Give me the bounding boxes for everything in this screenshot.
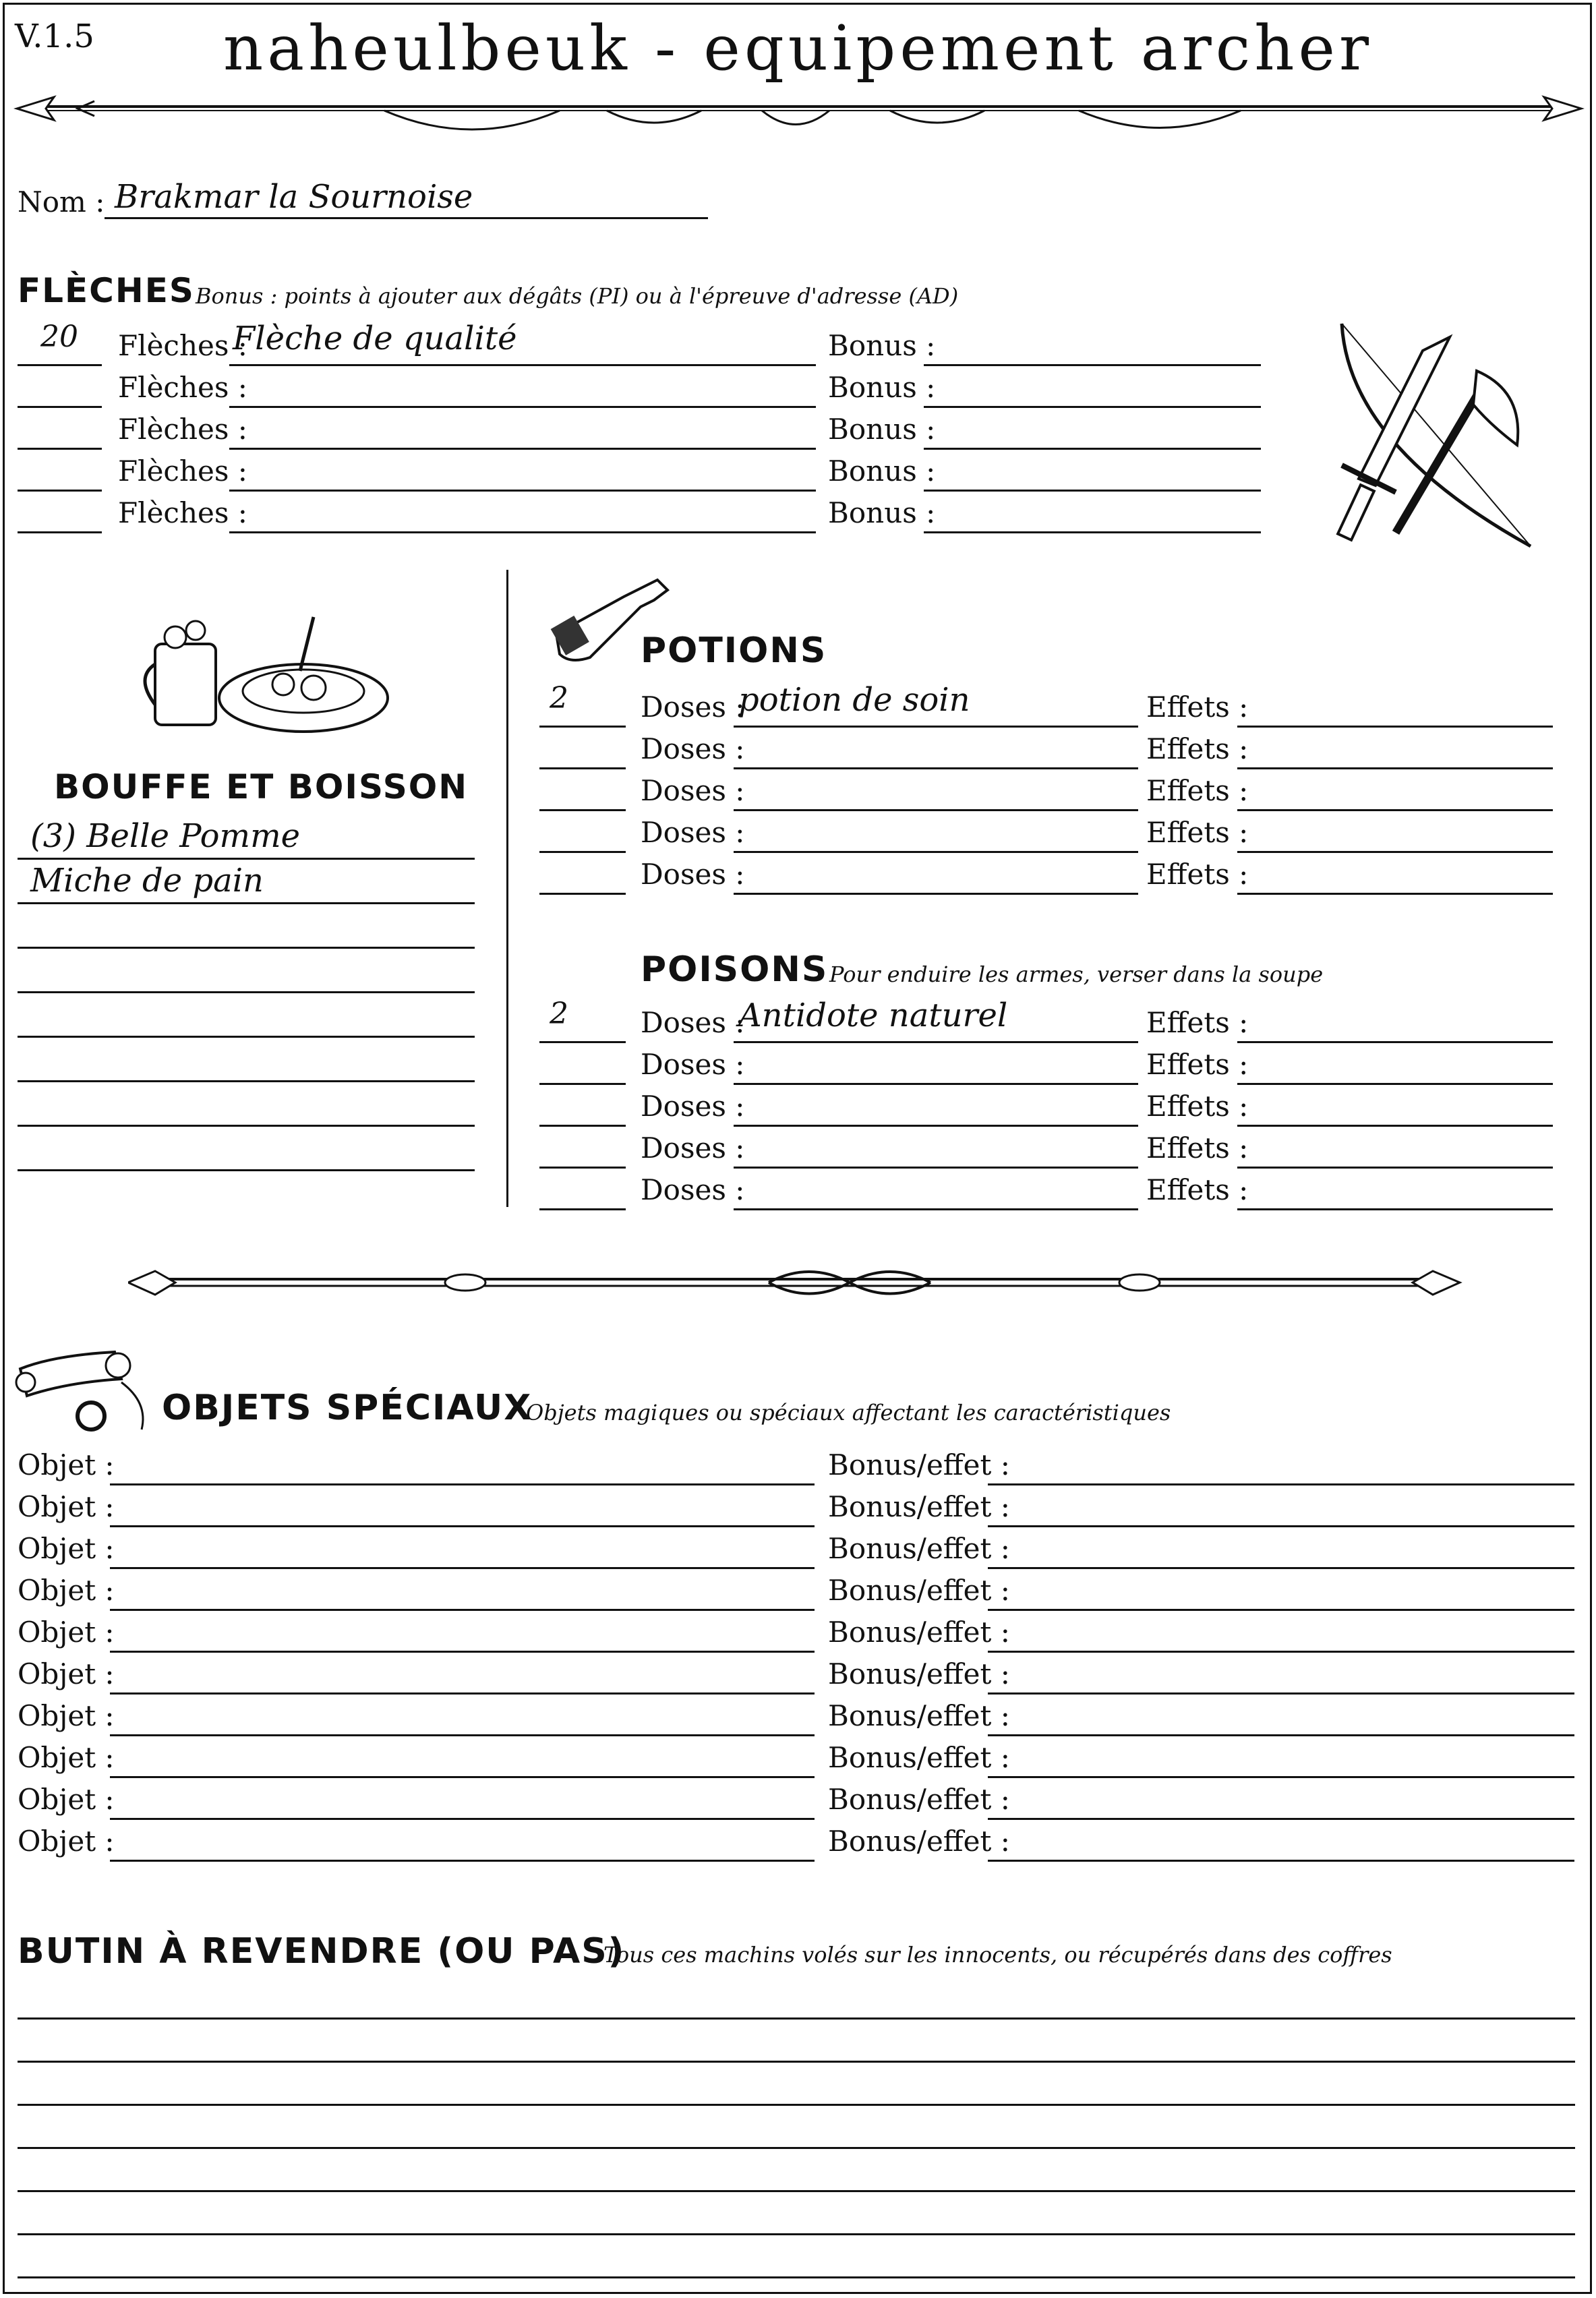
poison-qty-line bbox=[539, 1083, 626, 1085]
arrow-value-line bbox=[229, 364, 816, 366]
arrow-row-label: Flèches : bbox=[118, 371, 247, 404]
potions-heading: POTIONS bbox=[641, 630, 827, 671]
special-effect-line[interactable] bbox=[988, 1567, 1574, 1569]
poison-row-label: Doses : bbox=[641, 1048, 745, 1081]
special-effect-label: Bonus/effet : bbox=[828, 1616, 1010, 1649]
special-object-line[interactable] bbox=[110, 1734, 815, 1736]
poison-qty-value[interactable]: 2 bbox=[550, 997, 568, 1031]
potion-row-label: Doses : bbox=[641, 858, 745, 891]
potion-effect-label: Effets : bbox=[1146, 732, 1249, 765]
poison-effect-line[interactable] bbox=[1237, 1208, 1553, 1210]
poison-effect-label: Effets : bbox=[1146, 1006, 1249, 1039]
loot-note: Tous ces machins volés sur les innocents, ou récupérés dans des coffres bbox=[603, 1942, 1392, 1968]
arrow-value-line bbox=[229, 490, 816, 492]
special-object-line[interactable] bbox=[110, 1525, 815, 1527]
special-effect-label: Bonus/effet : bbox=[828, 1448, 1010, 1481]
arrow-qty-line bbox=[18, 531, 102, 533]
food-line bbox=[18, 991, 475, 993]
special-object-line[interactable] bbox=[110, 1776, 815, 1778]
loot-line[interactable] bbox=[18, 2061, 1575, 2063]
arrow-qty-line bbox=[18, 490, 102, 492]
crossed-weapons-icon bbox=[1322, 310, 1564, 553]
special-object-label: Objet : bbox=[18, 1783, 115, 1816]
arrows-heading: FLÈCHES bbox=[18, 271, 195, 310]
poisons-note: Pour enduire les armes, verser dans la soupe bbox=[829, 962, 1324, 987]
food-line bbox=[18, 1080, 475, 1082]
staff-divider-icon bbox=[128, 1258, 1463, 1305]
special-object-line[interactable] bbox=[110, 1692, 815, 1695]
special-effect-label: Bonus/effet : bbox=[828, 1657, 1010, 1690]
arrow-bonus-label: Bonus : bbox=[828, 371, 936, 404]
poison-effect-label: Effets : bbox=[1146, 1131, 1249, 1165]
arrow-bonus-line[interactable] bbox=[924, 490, 1261, 492]
poison-effect-line[interactable] bbox=[1237, 1041, 1553, 1043]
potion-effect-label: Effets : bbox=[1146, 816, 1249, 849]
special-effect-line[interactable] bbox=[988, 1525, 1574, 1527]
special-effect-label: Bonus/effet : bbox=[828, 1825, 1010, 1858]
special-effect-label: Bonus/effet : bbox=[828, 1490, 1010, 1523]
poison-qty-line bbox=[539, 1208, 626, 1210]
arrow-bonus-label: Bonus : bbox=[828, 454, 936, 488]
arrow-row-label: Flèches : bbox=[118, 496, 247, 529]
poison-value-line bbox=[734, 1208, 1138, 1210]
loot-line[interactable] bbox=[18, 2104, 1575, 2106]
page-title: naheulbeuk - equipement archer bbox=[223, 12, 1373, 84]
potion-effect-line[interactable] bbox=[1237, 809, 1553, 811]
arrow-value-line bbox=[229, 531, 816, 533]
food-line bbox=[18, 947, 475, 949]
name-label: Nom : bbox=[18, 185, 105, 218]
special-effect-line[interactable] bbox=[988, 1483, 1574, 1485]
potion-value-line bbox=[734, 851, 1138, 853]
potion-row-label: Doses : bbox=[641, 690, 745, 724]
food-item[interactable]: Miche de pain bbox=[30, 862, 264, 900]
potion-effect-line[interactable] bbox=[1237, 893, 1553, 895]
mug-and-plate-icon bbox=[135, 603, 391, 738]
special-object-label: Objet : bbox=[18, 1741, 115, 1774]
poison-row-label: Doses : bbox=[641, 1090, 745, 1123]
potion-effect-label: Effets : bbox=[1146, 690, 1249, 724]
potion-effect-line[interactable] bbox=[1237, 851, 1553, 853]
special-object-label: Objet : bbox=[18, 1825, 115, 1858]
special-object-label: Objet : bbox=[18, 1699, 115, 1732]
special-effect-label: Bonus/effet : bbox=[828, 1574, 1010, 1607]
arrow-qty-line bbox=[18, 448, 102, 450]
loot-line[interactable] bbox=[18, 2276, 1575, 2278]
poison-effect-label: Effets : bbox=[1146, 1048, 1249, 1081]
potion-value-line bbox=[734, 893, 1138, 895]
arrow-bonus-line[interactable] bbox=[924, 364, 1261, 366]
potion-row-label: Doses : bbox=[641, 774, 745, 807]
special-effect-line[interactable] bbox=[988, 1860, 1574, 1862]
poison-value-line bbox=[734, 1083, 1138, 1085]
food-line bbox=[18, 902, 475, 904]
special-object-line[interactable] bbox=[110, 1609, 815, 1611]
special-object-label: Objet : bbox=[18, 1616, 115, 1649]
arrow-bonus-line[interactable] bbox=[924, 531, 1261, 533]
poison-value-line bbox=[734, 1167, 1138, 1169]
special-effect-line[interactable] bbox=[988, 1734, 1574, 1736]
arrow-value[interactable]: Flèche de qualité bbox=[233, 320, 517, 357]
arrow-bonus-label: Bonus : bbox=[828, 329, 936, 362]
name-line bbox=[105, 217, 708, 219]
arrow-bonus-line[interactable] bbox=[924, 406, 1261, 408]
arrows-note: Bonus : points à ajouter aux dégâts (PI) ou à l'épreuve d'adresse (AD) bbox=[196, 283, 959, 309]
special-effect-line[interactable] bbox=[988, 1651, 1574, 1653]
poison-effect-label: Effets : bbox=[1146, 1090, 1249, 1123]
special-object-line[interactable] bbox=[110, 1651, 815, 1653]
arrow-row-label: Flèches : bbox=[118, 329, 247, 362]
column-divider bbox=[506, 570, 508, 1207]
special-effect-label: Bonus/effet : bbox=[828, 1783, 1010, 1816]
special-effect-line[interactable] bbox=[988, 1776, 1574, 1778]
poison-value[interactable]: Antidote naturel bbox=[738, 997, 1008, 1034]
food-heading: BOUFFE ET BOISSON bbox=[54, 767, 469, 806]
poison-effect-label: Effets : bbox=[1146, 1173, 1249, 1206]
special-object-label: Objet : bbox=[18, 1532, 115, 1565]
version-label: V.1.5 bbox=[15, 18, 94, 55]
special-effect-line[interactable] bbox=[988, 1609, 1574, 1611]
potion-effect-line[interactable] bbox=[1237, 726, 1553, 728]
poison-row-label: Doses : bbox=[641, 1131, 745, 1165]
special-heading: OBJETS SPÉCIAUX bbox=[162, 1388, 533, 1428]
potion-effect-label: Effets : bbox=[1146, 774, 1249, 807]
potion-value-line bbox=[734, 726, 1138, 728]
potion-qty-line bbox=[539, 809, 626, 811]
poison-value-line bbox=[734, 1041, 1138, 1043]
potion-value[interactable]: potion de soin bbox=[738, 681, 970, 719]
special-note: Objets magiques ou spéciaux affectant les caractéristiques bbox=[526, 1400, 1171, 1425]
special-effect-label: Bonus/effet : bbox=[828, 1532, 1010, 1565]
potion-qty-value[interactable]: 2 bbox=[550, 681, 568, 715]
arrow-bonus-label: Bonus : bbox=[828, 496, 936, 529]
arrow-row-label: Flèches : bbox=[118, 454, 247, 488]
name-value[interactable]: Brakmar la Sournoise bbox=[115, 178, 473, 216]
poison-row-label: Doses : bbox=[641, 1173, 745, 1206]
arrow-qty-line bbox=[18, 364, 102, 366]
poison-effect-line[interactable] bbox=[1237, 1125, 1553, 1127]
potion-row-label: Doses : bbox=[641, 732, 745, 765]
arrow-row-label: Flèches : bbox=[118, 413, 247, 446]
potion-value-line bbox=[734, 767, 1138, 769]
potion-row-label: Doses : bbox=[641, 816, 745, 849]
potion-effect-line[interactable] bbox=[1237, 767, 1553, 769]
special-object-line[interactable] bbox=[110, 1860, 815, 1862]
special-effect-label: Bonus/effet : bbox=[828, 1699, 1010, 1732]
arrow-qty-value[interactable]: 20 bbox=[40, 320, 78, 354]
arrow-value-line bbox=[229, 406, 816, 408]
potion-effect-label: Effets : bbox=[1146, 858, 1249, 891]
loot-heading: BUTIN À REVENDRE (OU PAS) bbox=[18, 1931, 626, 1972]
poison-value-line bbox=[734, 1125, 1138, 1127]
special-object-label: Objet : bbox=[18, 1490, 115, 1523]
poison-effect-line[interactable] bbox=[1237, 1167, 1553, 1169]
potion-qty-line bbox=[539, 851, 626, 853]
loot-line[interactable] bbox=[18, 2190, 1575, 2192]
poison-qty-line bbox=[539, 1167, 626, 1169]
special-object-line[interactable] bbox=[110, 1483, 815, 1485]
special-object-line[interactable] bbox=[110, 1567, 815, 1569]
food-line bbox=[18, 1036, 475, 1038]
loot-line[interactable] bbox=[18, 2147, 1575, 2149]
poison-qty-line bbox=[539, 1041, 626, 1043]
scroll-and-ring-icon bbox=[13, 1342, 162, 1436]
potion-qty-line bbox=[539, 767, 626, 769]
food-item[interactable]: (3) Belle Pomme bbox=[30, 817, 300, 855]
arrow-value-line bbox=[229, 448, 816, 450]
loot-line[interactable] bbox=[18, 2017, 1575, 2020]
special-object-line[interactable] bbox=[110, 1818, 815, 1820]
food-line bbox=[18, 1125, 475, 1127]
potion-qty-line bbox=[539, 726, 626, 728]
arrow-bonus-label: Bonus : bbox=[828, 413, 936, 446]
potion-value-line bbox=[734, 809, 1138, 811]
poison-row-label: Doses : bbox=[641, 1006, 745, 1039]
special-object-label: Objet : bbox=[18, 1448, 115, 1481]
special-object-label: Objet : bbox=[18, 1657, 115, 1690]
food-line bbox=[18, 1169, 475, 1171]
poison-effect-line[interactable] bbox=[1237, 1083, 1553, 1085]
special-effect-line[interactable] bbox=[988, 1692, 1574, 1695]
loot-line[interactable] bbox=[18, 2233, 1575, 2235]
special-effect-label: Bonus/effet : bbox=[828, 1741, 1010, 1774]
poisons-heading: POISONS bbox=[641, 949, 829, 990]
special-effect-line[interactable] bbox=[988, 1818, 1574, 1820]
potion-qty-line bbox=[539, 893, 626, 895]
arrow-divider-icon bbox=[13, 88, 1585, 142]
arrow-qty-line bbox=[18, 406, 102, 408]
food-line bbox=[18, 858, 475, 860]
arrow-bonus-line[interactable] bbox=[924, 448, 1261, 450]
special-object-label: Objet : bbox=[18, 1574, 115, 1607]
poison-qty-line bbox=[539, 1125, 626, 1127]
